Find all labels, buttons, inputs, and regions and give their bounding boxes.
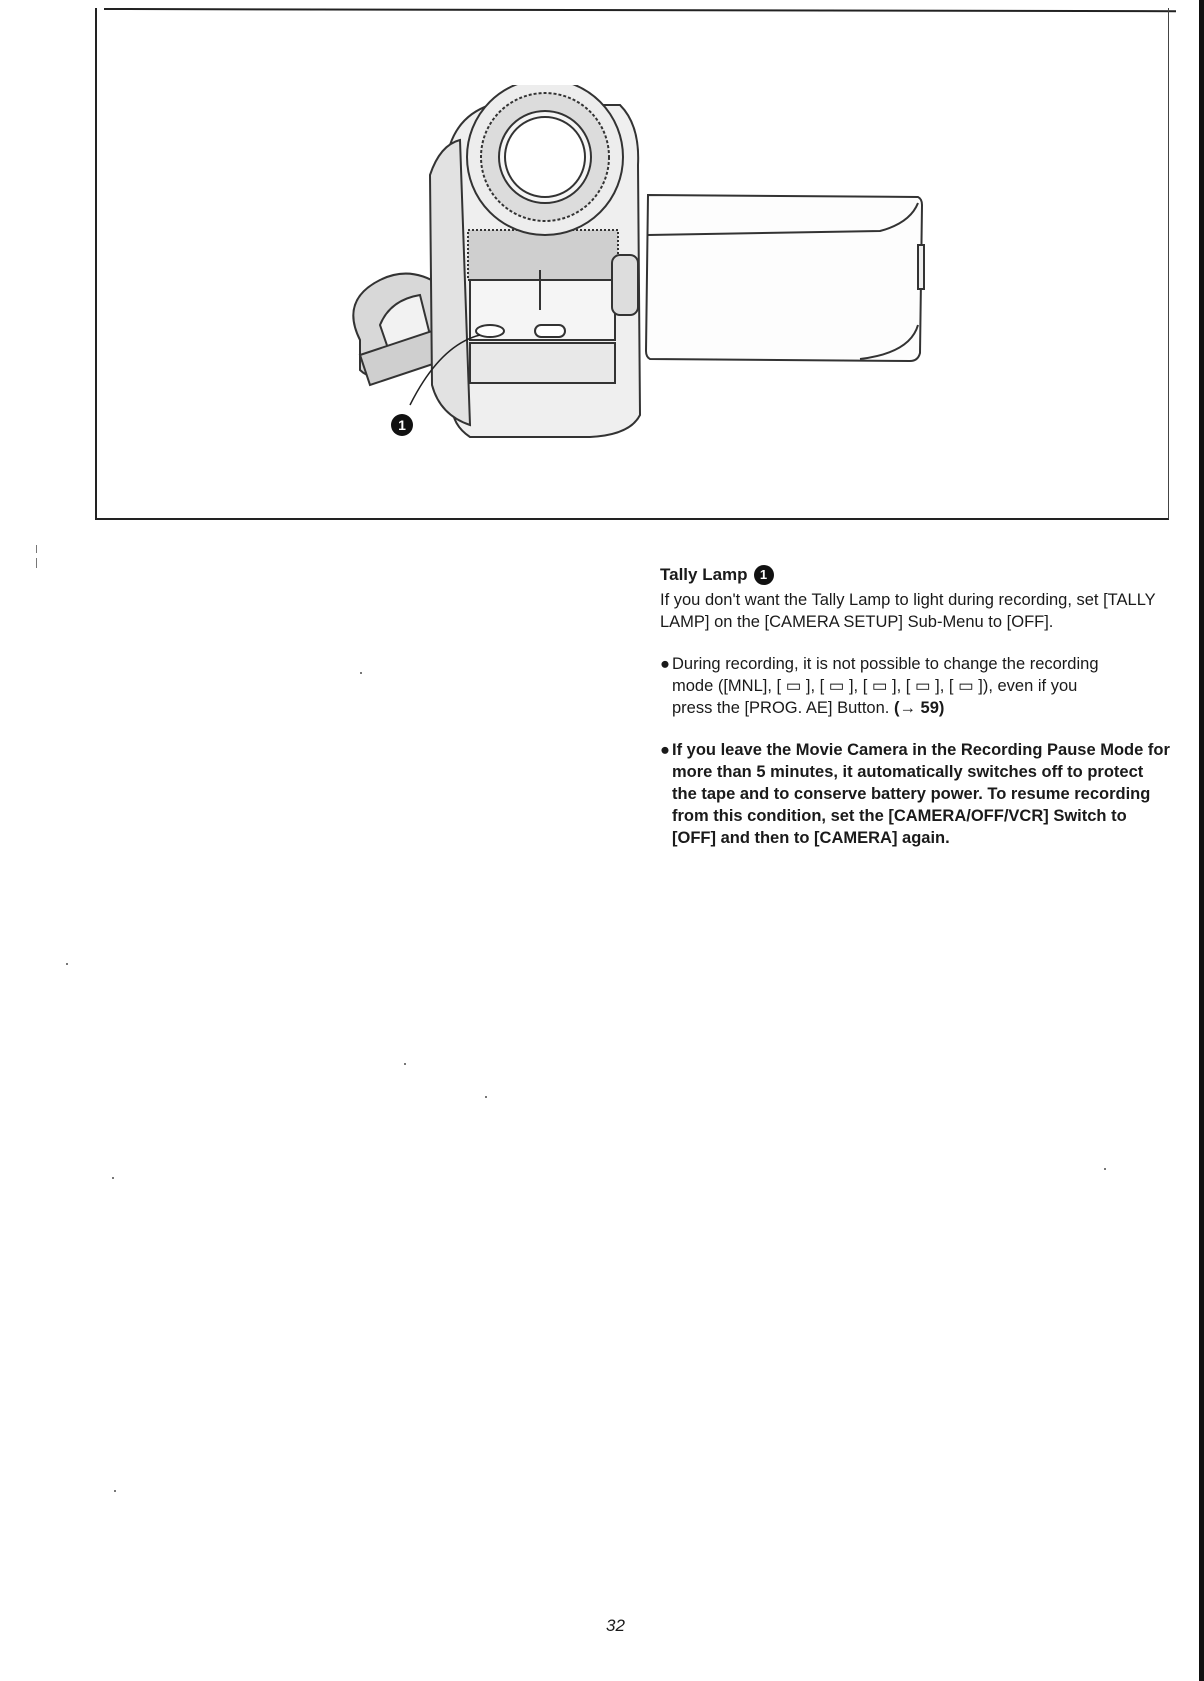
note-line-3: press the [PROG. AE] Button. <box>672 699 890 717</box>
tally-lamp-text: If you don't want the Tally Lamp to light during recording, set [TALLY LAMP] on the [CAMERA SETUP] Sub-Menu to [OFF]. <box>660 591 1156 631</box>
note-recording-mode <box>660 653 1172 719</box>
note-line-1: During recording, it is not possible to change the recording <box>672 655 1099 673</box>
page-reference: (→ 59) <box>893 699 945 717</box>
number-circle-icon: 1 <box>754 565 774 585</box>
note-line-2: mode ([MNL], [ ▭ ], [ ▭ ], [ ▭ ], [ ▭ ], [ ▭ ]), even if you <box>672 677 1078 695</box>
note-recording-pause <box>660 739 1172 849</box>
camcorder-illustration <box>320 85 940 465</box>
callout-number: 1 <box>398 417 406 433</box>
page-edge-bar <box>1199 0 1204 1681</box>
lcd-monitor <box>646 195 924 361</box>
scan-speck <box>114 1490 116 1492</box>
bullet-icon: ● <box>660 741 670 759</box>
page-number: 32 <box>606 1616 625 1635</box>
lens <box>467 85 623 235</box>
scan-speck <box>485 1096 487 1098</box>
bullet-icon: ● <box>660 655 670 673</box>
scan-speck <box>360 672 362 674</box>
scan-speck <box>66 963 68 965</box>
scan-speck <box>1104 1168 1106 1170</box>
margin-mark <box>36 558 37 568</box>
tally-lamp-heading <box>660 565 1172 585</box>
scan-speck <box>112 1177 114 1179</box>
text-column <box>660 565 1172 849</box>
margin-mark <box>36 545 37 553</box>
tally-lamp-title: Tally Lamp <box>660 565 748 584</box>
scan-speck <box>404 1063 406 1065</box>
note-pause-text: If you leave the Movie Camera in the Recording Pause Mode for more than 5 minutes, it automatically switches off to protect the tape and to conserve battery power. To resume recording from this condition, set the [CAMERA/OFF/VCR] Switch to [OFF] and then to [CAMERA] again. <box>672 741 1170 847</box>
